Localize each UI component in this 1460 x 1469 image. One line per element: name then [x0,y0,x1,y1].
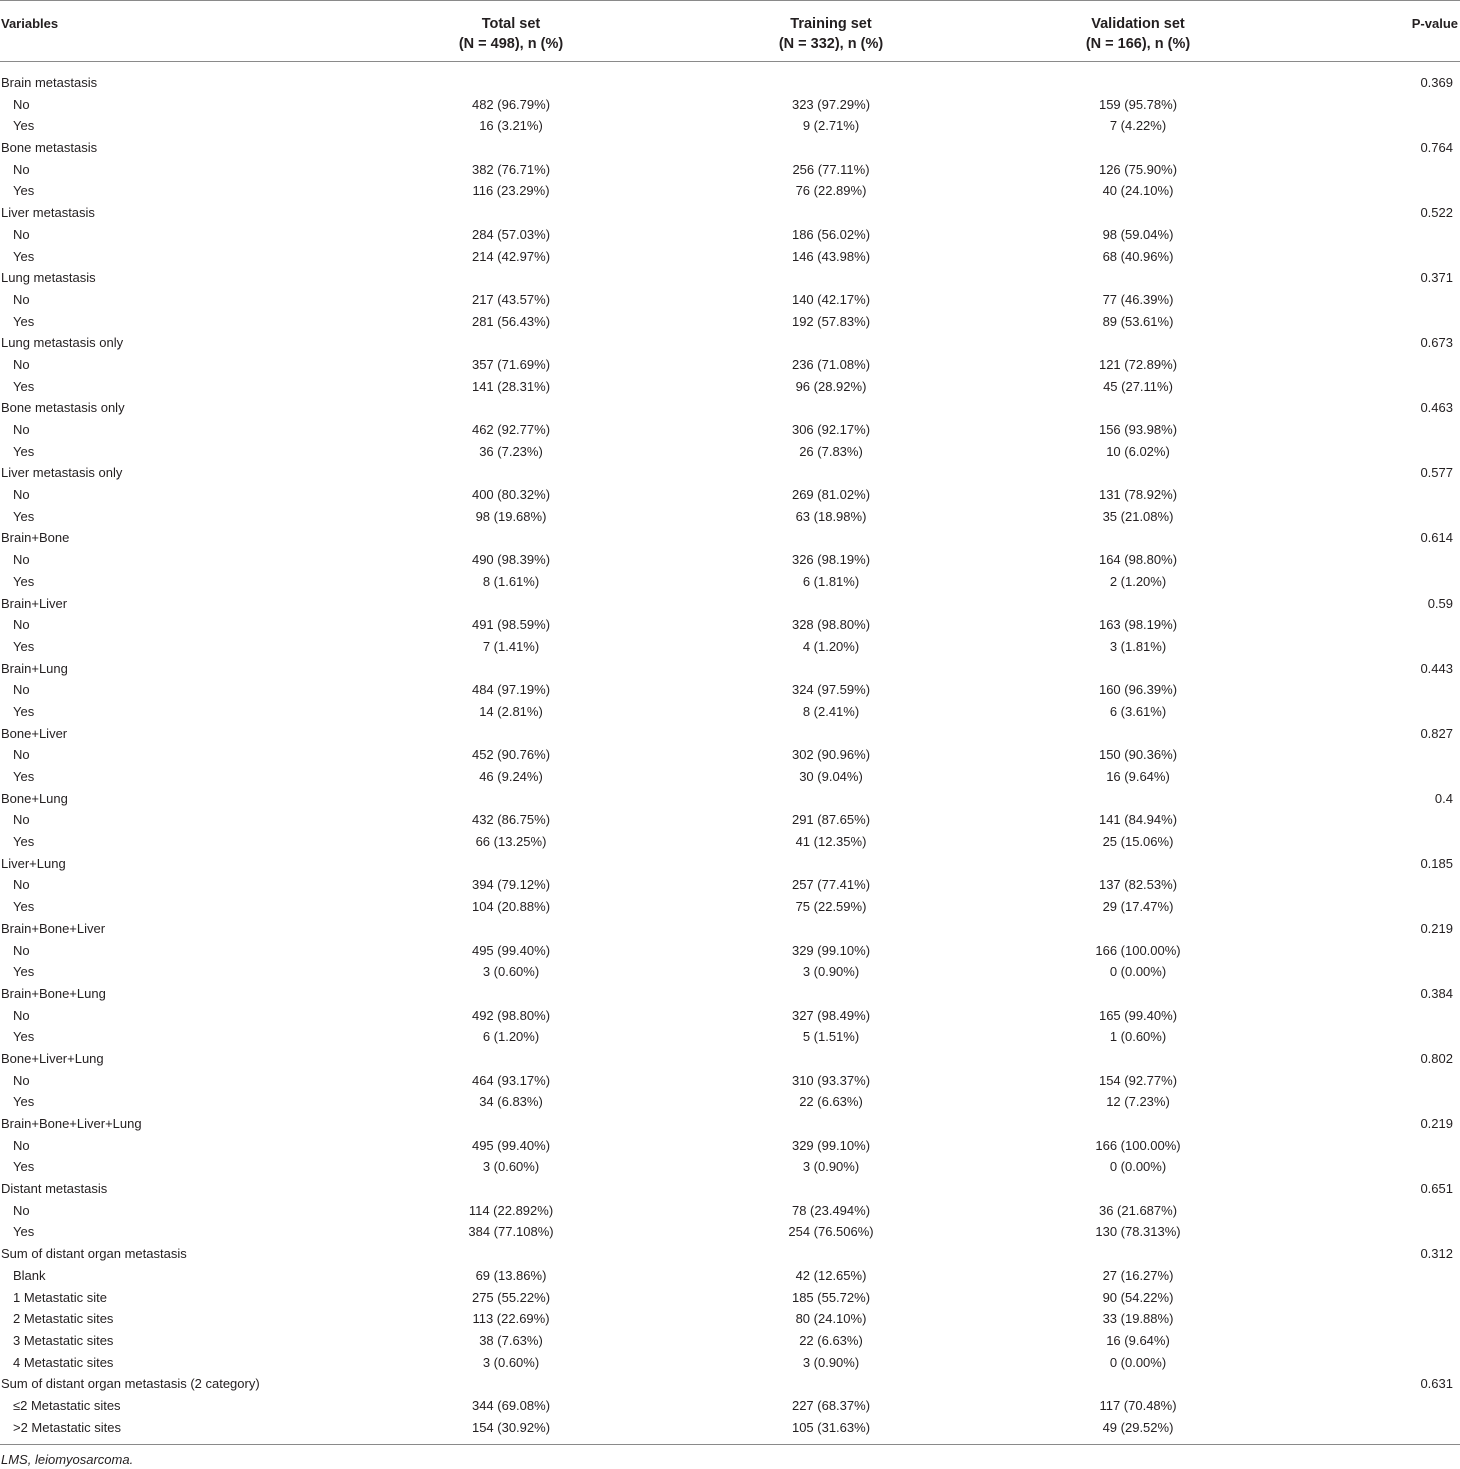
cell-validation-set: 49 (29.52%) [1102,1419,1174,1435]
row-label: No [13,96,30,112]
header-training-line1: Training set [790,16,872,32]
cell-total-set: 154 (30.92%) [471,1419,551,1435]
table-row [0,701,1460,723]
table-row [0,1200,1460,1222]
table-row [0,289,1460,311]
row-label: Yes [13,1094,35,1110]
row-label: Yes [13,1159,35,1175]
cell-training-set: 80 (24.10%) [795,1311,867,1327]
row-label: No [13,552,30,568]
cell-total-set: 66 (13.25%) [475,834,547,850]
cell-training-set: 236 (71.08%) [791,356,871,372]
table-row [0,766,1460,788]
table-row [0,1352,1460,1374]
row-label: Bone+Liver [1,725,68,741]
cell-total-set: 400 (80.32%) [471,487,551,503]
table-row [0,1417,1460,1439]
row-label: Lung metastasis only [1,335,124,351]
cell-total-set: 452 (90.76%) [471,747,551,763]
row-label: 1 Metastatic site [13,1289,107,1305]
row-label: No [13,226,30,242]
cell-training-set: 6 (1.81%) [802,573,860,589]
row-label: No [13,1007,30,1023]
table-row [0,571,1460,593]
row-label: Liver metastasis only [1,465,123,481]
cell-pvalue: 0.614 [1420,530,1453,546]
cell-total-set: 464 (93.17%) [471,1072,551,1088]
table-row [0,1156,1460,1178]
cell-validation-set: 0 (0.00%) [1109,1354,1167,1370]
table-group-row [0,72,1460,94]
cell-total-set: 495 (99.40%) [471,1137,551,1153]
cell-total-set: 432 (86.75%) [471,812,551,828]
cell-total-set: 284 (57.03%) [471,226,551,242]
cell-total-set: 281 (56.43%) [471,313,551,329]
cell-total-set: 116 (23.29%) [472,183,550,199]
table-row [0,549,1460,571]
row-label: No [13,877,30,893]
row-label: ≤2 Metastatic sites [13,1397,121,1413]
cell-training-set: 185 (55.72%) [791,1289,871,1305]
row-label: Brain+Liver [1,595,68,611]
table-row [0,874,1460,896]
table-group-row [0,658,1460,680]
cell-validation-set: 1 (0.60%) [1109,1029,1167,1045]
header-total-line1: Total set [481,16,541,32]
cell-training-set: 3 (0.90%) [802,964,860,980]
row-label: Yes [13,118,35,134]
cell-training-set: 76 (22.89%) [795,183,867,199]
header-training-line2: (N = 332), n (%) [778,36,884,52]
table-group-row [0,1373,1460,1395]
row-label: No [13,291,30,307]
row-label: 3 Metastatic sites [13,1332,114,1348]
row-label: Blank [13,1267,46,1283]
cell-validation-set: 160 (96.39%) [1098,682,1178,698]
header-training-set [701,14,961,54]
cell-total-set: 462 (92.77%) [471,422,551,437]
cell-validation-set: 164 (98.80%) [1098,552,1178,568]
cell-validation-set: 0 (0.00%) [1109,1159,1167,1175]
row-label: Yes [13,573,35,589]
table-row [0,311,1460,333]
table-row [0,115,1460,137]
table-group-row [0,788,1460,810]
cell-pvalue: 0.764 [1420,140,1453,156]
table-group-row [0,723,1460,745]
table-row [0,961,1460,983]
cell-validation-set: 0 (0.00%) [1109,964,1167,980]
table-row [0,940,1460,962]
row-label: Bone+Liver+Lung [1,1050,104,1066]
table-bottom-rule [0,1444,1460,1445]
table-row [0,159,1460,181]
table-group-row [0,983,1460,1005]
cell-total-set: 3 (0.60%) [482,964,540,980]
cell-total-set: 394 (79.12%) [471,877,551,893]
cell-validation-set: 156 (93.98%) [1098,422,1178,437]
cell-total-set: 8 (1.61%) [482,573,540,589]
row-label: No [13,942,30,958]
cell-pvalue: 0.802 [1420,1050,1453,1066]
header-validation-line1: Validation set [1091,16,1185,32]
cell-validation-set: 159 (95.78%) [1098,96,1178,112]
table-row [0,896,1460,918]
cell-total-set: 382 (76.71%) [471,161,551,177]
table-row [0,744,1460,766]
cell-total-set: 384 (77.108%) [468,1224,554,1240]
header-validation-set [1008,14,1268,54]
table-row [0,419,1460,441]
cell-total-set: 275 (55.22%) [471,1289,551,1305]
cell-training-set: 22 (6.63%) [799,1094,863,1110]
cell-pvalue: 0.827 [1420,725,1453,741]
table-row [0,506,1460,528]
cell-validation-set: 131 (78.92%) [1098,487,1178,503]
table-group-row [0,527,1460,549]
header-variables: Variables [1,16,59,31]
cell-validation-set: 6 (3.61%) [1109,703,1167,719]
table-group-row [0,202,1460,224]
row-label: Sum of distant organ metastasis [1,1246,187,1262]
cell-pvalue: 0.312 [1420,1246,1453,1262]
cell-validation-set: 10 (6.02%) [1106,443,1170,459]
table-footnote: LMS, leiomyosarcoma. [1,1452,134,1467]
cell-training-set: 254 (76.506%) [788,1224,874,1240]
row-label: 2 Metastatic sites [13,1311,114,1327]
cell-validation-set: 16 (9.64%) [1106,769,1170,784]
cell-training-set: 302 (90.96%) [791,747,871,763]
table-group-row [0,462,1460,484]
cell-validation-set: 126 (75.90%) [1098,161,1178,177]
row-label: Yes [13,769,35,784]
cell-training-set: 4 (1.20%) [802,638,860,654]
cell-pvalue: 0.443 [1420,660,1453,676]
cell-training-set: 42 (12.65%) [795,1267,867,1283]
cell-training-set: 3 (0.90%) [802,1354,860,1370]
cell-training-set: 329 (99.10%) [791,1137,871,1153]
cell-validation-set: 40 (24.10%) [1102,183,1174,199]
table-group-row [0,593,1460,615]
cell-training-set: 63 (18.98%) [795,508,867,524]
row-label: No [13,747,30,763]
table-group-row [0,1243,1460,1265]
table-row [0,441,1460,463]
table-row [0,484,1460,506]
cell-total-set: 113 (22.69%) [472,1311,550,1327]
row-label: Yes [13,313,35,329]
cell-total-set: 69 (13.86%) [475,1267,547,1283]
cell-validation-set: 163 (98.19%) [1098,617,1178,633]
cell-pvalue: 0.463 [1420,400,1453,416]
row-label: Yes [13,703,35,719]
cell-validation-set: 165 (99.40%) [1098,1007,1178,1023]
cell-validation-set: 29 (17.47%) [1102,899,1174,915]
row-label: Yes [13,834,35,850]
cell-total-set: 492 (98.80%) [471,1007,551,1023]
table-row [0,1005,1460,1027]
row-label: Yes [13,248,35,264]
cell-training-set: 227 (68.37%) [791,1397,871,1413]
table-row [0,1221,1460,1243]
row-label: Brain+Lung [1,660,68,676]
row-label: Yes [13,378,35,394]
row-label: Brain+Bone+Liver [1,920,106,936]
cell-training-set: 257 (77.41%) [791,877,871,893]
row-label: No [13,682,30,698]
cell-pvalue: 0.219 [1420,1116,1453,1131]
cell-training-set: 22 (6.63%) [799,1332,863,1348]
table-row [0,1395,1460,1417]
cell-training-set: 328 (98.80%) [791,617,871,633]
table-row [0,1070,1460,1092]
cell-total-set: 217 (43.57%) [471,291,551,307]
table-row [0,1091,1460,1113]
cell-total-set: 344 (69.08%) [471,1397,551,1413]
cell-training-set: 146 (43.98%) [791,248,871,264]
table-group-row [0,397,1460,419]
cell-training-set: 306 (92.17%) [791,422,871,437]
cell-validation-set: 33 (19.88%) [1102,1311,1174,1327]
row-label: Brain metastasis [1,75,98,90]
cell-total-set: 484 (97.19%) [471,682,551,698]
row-label: >2 Metastatic sites [13,1419,122,1435]
cell-total-set: 357 (71.69%) [471,356,551,372]
cell-validation-set: 36 (21.687%) [1098,1202,1178,1218]
row-label: Yes [13,1224,35,1240]
table-row [0,1287,1460,1309]
table-row [0,376,1460,398]
cell-validation-set: 137 (82.53%) [1098,877,1178,893]
cell-training-set: 310 (93.37%) [791,1072,871,1088]
cell-total-set: 3 (0.60%) [482,1354,540,1370]
cell-pvalue: 0.384 [1420,985,1453,1001]
table-row [0,1308,1460,1330]
cell-validation-set: 7 (4.22%) [1109,118,1167,134]
cell-total-set: 104 (20.88%) [471,899,551,915]
cell-training-set: 140 (42.17%) [791,291,871,307]
table-row [0,1265,1460,1287]
row-label: No [13,617,30,633]
cell-training-set: 269 (81.02%) [791,487,871,503]
cell-training-set: 291 (87.65%) [791,812,871,828]
header-total-line2: (N = 498), n (%) [458,36,564,52]
table-row [0,94,1460,116]
cell-validation-set: 3 (1.81%) [1109,638,1167,654]
table-row [0,1026,1460,1048]
row-label: Bone metastasis only [1,400,125,416]
row-label: No [13,1072,30,1088]
table-row [0,614,1460,636]
cell-pvalue: 0.219 [1420,920,1453,936]
row-label: Brain+Bone+Liver+Lung [1,1116,142,1131]
row-label: Distant metastasis [1,1181,108,1197]
cell-training-set: 8 (2.41%) [802,703,860,719]
table-row [0,354,1460,376]
cell-total-set: 482 (96.79%) [471,96,551,112]
cell-total-set: 495 (99.40%) [471,942,551,958]
row-label: Yes [13,899,35,915]
cell-pvalue: 0.4 [1434,790,1453,806]
cell-total-set: 141 (28.31%) [471,378,551,394]
table-row [0,180,1460,202]
cell-total-set: 38 (7.63%) [479,1332,543,1348]
cell-validation-set: 2 (1.20%) [1109,573,1167,589]
header-validation-line2: (N = 166), n (%) [1085,36,1191,52]
table-group-row [0,267,1460,289]
cell-total-set: 6 (1.20%) [482,1029,540,1045]
cell-validation-set: 150 (90.36%) [1098,747,1178,763]
cell-validation-set: 35 (21.08%) [1102,508,1174,524]
row-label: Bone metastasis [1,140,98,156]
cell-training-set: 41 (12.35%) [795,834,867,850]
row-label: No [13,487,30,503]
cell-validation-set: 141 (84.94%) [1098,812,1178,828]
table-row [0,1135,1460,1157]
cell-validation-set: 25 (15.06%) [1102,834,1174,850]
row-label: Brain+Bone+Lung [1,985,106,1001]
row-label: No [13,812,30,828]
cell-total-set: 36 (7.23%) [479,443,543,459]
cell-training-set: 329 (99.10%) [791,942,871,958]
cell-validation-set: 16 (9.64%) [1106,1332,1170,1348]
cell-validation-set: 89 (53.61%) [1102,313,1174,329]
row-label: Sum of distant organ metastasis (2 category) [1,1376,260,1392]
cell-training-set: 3 (0.90%) [802,1159,860,1175]
row-label: Lung metastasis [1,270,96,286]
table-body [0,72,1460,1438]
row-label: Yes [13,964,35,980]
table-top-rule [0,0,1460,1]
cell-training-set: 75 (22.59%) [795,899,867,915]
cell-total-set: 98 (19.68%) [475,508,547,524]
row-label: No [13,422,30,437]
table-row [0,224,1460,246]
cell-training-set: 326 (98.19%) [791,552,871,568]
table-group-row [0,853,1460,875]
table-group-row [0,1048,1460,1070]
cell-validation-set: 68 (40.96%) [1102,248,1174,264]
cell-total-set: 7 (1.41%) [482,638,540,654]
table-group-row [0,1113,1460,1135]
row-label: Yes [13,508,35,524]
cell-validation-set: 117 (70.48%) [1099,1397,1177,1413]
cell-training-set: 324 (97.59%) [791,682,871,698]
cell-total-set: 3 (0.60%) [482,1159,540,1175]
cell-total-set: 490 (98.39%) [471,552,551,568]
cell-training-set: 9 (2.71%) [802,118,860,134]
table-group-row [0,918,1460,940]
cell-pvalue: 0.185 [1420,855,1453,871]
row-label: No [13,161,30,177]
cell-pvalue: 0.651 [1420,1181,1453,1197]
cell-training-set: 30 (9.04%) [799,769,863,784]
table-row [0,831,1460,853]
cell-validation-set: 166 (100.00%) [1095,942,1181,958]
row-label: No [13,1137,30,1153]
table-row [0,1330,1460,1352]
cell-pvalue: 0.631 [1420,1376,1453,1392]
cell-validation-set: 90 (54.22%) [1102,1289,1174,1305]
cell-pvalue: 0.59 [1427,595,1453,611]
row-label: Brain+Bone [1,530,70,546]
cell-total-set: 46 (9.24%) [479,769,543,784]
table-group-row [0,137,1460,159]
cell-training-set: 26 (7.83%) [799,443,863,459]
table-row [0,809,1460,831]
cell-total-set: 214 (42.97%) [471,248,551,264]
row-label: No [13,356,30,372]
cell-pvalue: 0.577 [1420,465,1453,481]
cell-training-set: 256 (77.11%) [792,161,870,177]
cell-total-set: 16 (3.21%) [479,118,543,134]
table-group-row [0,1178,1460,1200]
cell-validation-set: 12 (7.23%) [1106,1094,1170,1110]
row-label: Yes [13,638,35,654]
row-label: Liver+Lung [1,855,66,871]
cell-pvalue: 0.369 [1420,75,1453,90]
cell-pvalue: 0.673 [1420,335,1453,351]
cell-validation-set: 130 (78.313%) [1095,1224,1181,1240]
cell-pvalue: 0.371 [1420,270,1453,286]
cell-training-set: 186 (56.02%) [791,226,871,242]
cell-total-set: 491 (98.59%) [471,617,551,633]
cell-pvalue: 0.522 [1420,205,1453,221]
row-label: Liver metastasis [1,205,95,221]
cell-training-set: 327 (98.49%) [791,1007,871,1023]
cell-validation-set: 45 (27.11%) [1103,378,1173,394]
cell-total-set: 34 (6.83%) [479,1094,543,1110]
cell-training-set: 96 (28.92%) [795,378,867,394]
cell-total-set: 14 (2.81%) [479,703,543,719]
header-rule [0,61,1460,62]
header-total-set [381,14,641,54]
cell-validation-set: 77 (46.39%) [1102,291,1174,307]
row-label: Bone+Lung [1,790,68,806]
row-label: Yes [13,1029,35,1045]
table-row [0,679,1460,701]
row-label: Yes [13,443,35,459]
cell-training-set: 192 (57.83%) [791,313,871,329]
row-label: 4 Metastatic sites [13,1354,114,1370]
table-row [0,636,1460,658]
cell-training-set: 105 (31.63%) [791,1419,871,1435]
table-group-row [0,332,1460,354]
header-pvalue: P-value [1411,16,1458,31]
cell-total-set: 114 (22.892%) [468,1202,554,1218]
row-label: No [13,1202,30,1218]
cell-training-set: 5 (1.51%) [802,1029,860,1045]
cell-validation-set: 98 (59.04%) [1102,226,1174,242]
table-row [0,246,1460,268]
cell-training-set: 78 (23.494%) [791,1202,871,1218]
cell-validation-set: 121 (72.89%) [1098,356,1178,372]
cell-validation-set: 27 (16.27%) [1102,1267,1174,1283]
cell-training-set: 323 (97.29%) [791,96,871,112]
cell-validation-set: 154 (92.77%) [1098,1072,1178,1088]
cell-validation-set: 166 (100.00%) [1095,1137,1181,1153]
row-label: Yes [13,183,35,199]
